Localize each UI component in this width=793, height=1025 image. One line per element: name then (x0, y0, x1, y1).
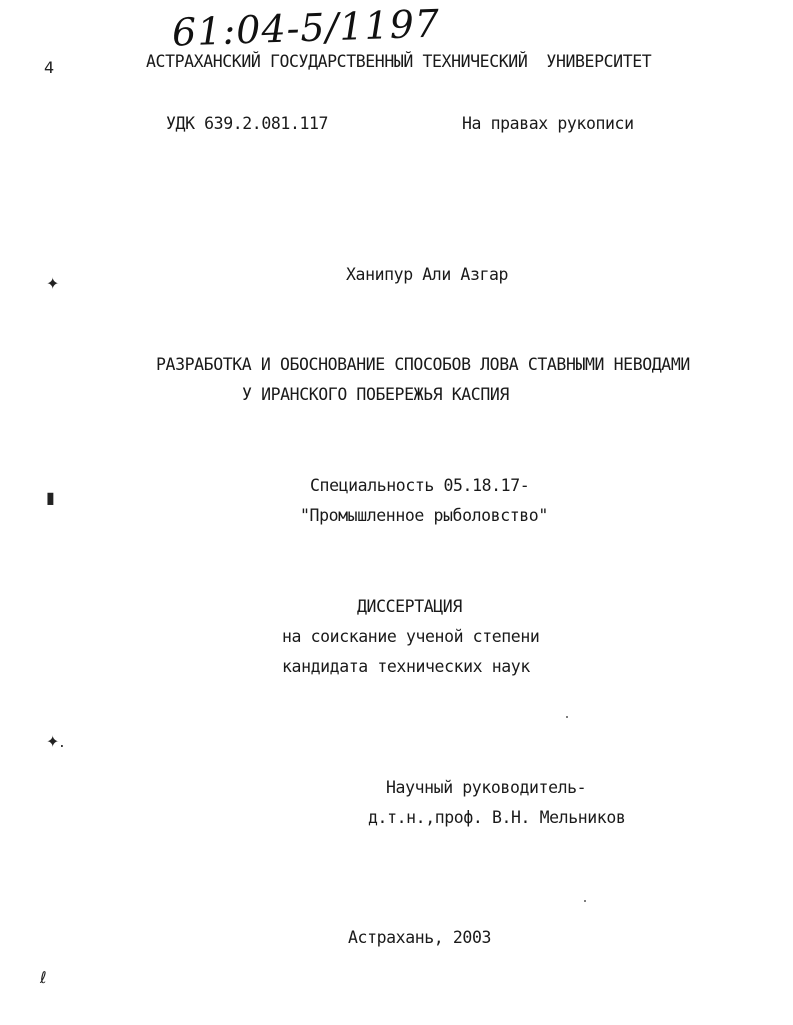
supervisor-name: д.т.н.,проф. В.Н. Мельников (368, 808, 626, 827)
handwritten-archive-number: 61:04-5/1197 (171, 1, 441, 55)
margin-mark: ℓ (40, 968, 47, 987)
degree-line-2: кандидата технических наук (282, 657, 530, 676)
margin-mark: ▮ (46, 488, 55, 507)
specialty-code: Специальность 05.18.17- (310, 476, 530, 495)
university-name: АСТРАХАНСКИЙ ГОСУДАРСТВЕННЫЙ ТЕХНИЧЕСКИЙ УНИВЕРСИТЕТ (146, 52, 652, 71)
supervisor-label: Научный руководитель- (386, 778, 587, 797)
city-year: Астрахань, 2003 (348, 928, 492, 947)
udc-code: УДК 639.2.081.117 (166, 114, 329, 133)
manuscript-rights: На правах рукописи (462, 114, 634, 133)
title-line-1: РАЗРАБОТКА И ОБОСНОВАНИЕ СПОСОБОВ ЛОВА СТАВНЫМИ НЕВОДАМИ (156, 355, 690, 374)
margin-mark: 4 (44, 58, 55, 77)
title-line-2: У ИРАНСКОГО ПОБЕРЕЖЬЯ КАСПИЯ (242, 385, 509, 404)
scan-speck (566, 716, 568, 718)
specialty-name: "Промышленное рыболовство" (300, 506, 548, 525)
margin-mark: ✦. (46, 732, 65, 751)
document-type: ДИССЕРТАЦИЯ (357, 597, 462, 616)
degree-line-1: на соискание ученой степени (282, 627, 540, 646)
scan-speck (584, 900, 586, 902)
author-name: Ханипур Али Азгар (346, 265, 509, 284)
margin-mark: ✦ (46, 274, 60, 293)
